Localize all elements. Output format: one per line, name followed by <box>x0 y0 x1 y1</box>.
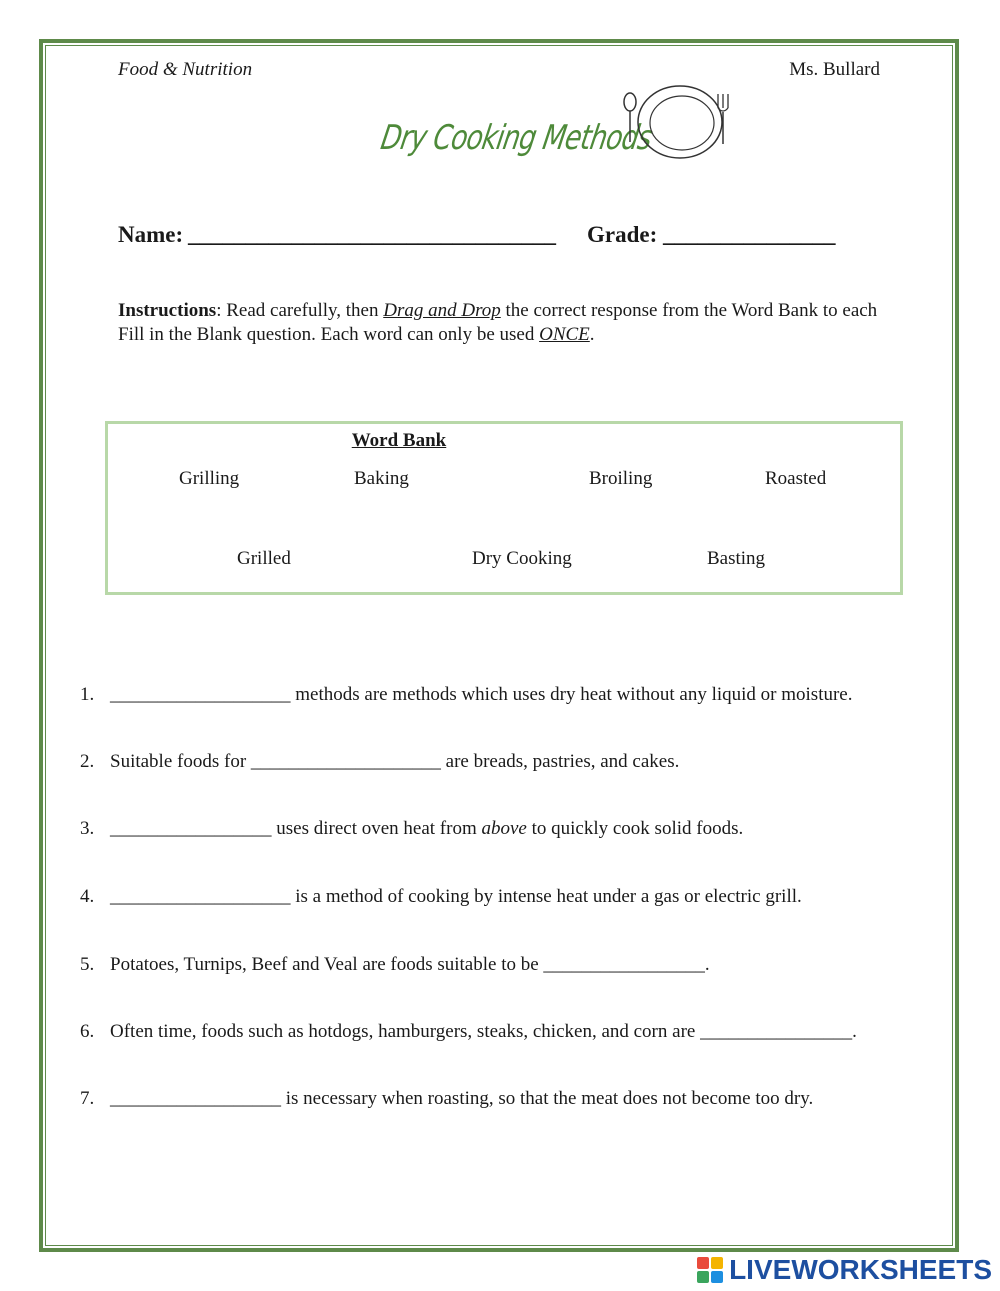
question-number: 4. <box>80 886 95 907</box>
word-bank-item[interactable]: Grilling <box>179 468 240 489</box>
word-bank-item[interactable]: Baking <box>354 468 409 489</box>
instructions: Instructions: Read carefully, then Drag and Drop the correct response from the Word Bank to each Fill in the Blank question. Each word can only be used ONCE. <box>118 300 878 345</box>
question-number: 5. <box>80 954 95 975</box>
instructions-lead: Instructions <box>118 300 217 321</box>
grade-label: Grade: <box>587 222 658 247</box>
logo-square <box>711 1271 723 1283</box>
question-number: 7. <box>80 1088 95 1109</box>
question-2[interactable]: Suitable foods for ____________________ are breads, pastries, and cakes. <box>110 751 680 772</box>
course-name: Food & Nutrition <box>118 59 253 80</box>
grade-field[interactable]: _______________ <box>663 222 836 247</box>
question-4[interactable]: ___________________ is a method of cooking by intense heat under a gas or electric grill. <box>110 886 802 907</box>
question-number: 3. <box>80 818 95 839</box>
question-5[interactable]: Potatoes, Turnips, Beef and Veal are foods suitable to be _________________. <box>110 954 710 975</box>
drag-drop-emphasis: Drag and Drop <box>383 300 501 321</box>
logo-square <box>697 1271 709 1283</box>
teacher-name: Ms. Bullard <box>789 59 880 80</box>
logo-text: LIVEWORKSHEETS <box>729 1254 992 1285</box>
question-number: 2. <box>80 751 95 772</box>
question-3[interactable]: _________________ uses direct oven heat from above to quickly cook solid foods. <box>110 818 744 839</box>
logo-squares-icon <box>697 1257 723 1283</box>
plate-utensils-icon <box>618 82 738 164</box>
question-number: 1. <box>80 684 95 705</box>
word-bank-item[interactable]: Basting <box>707 548 766 569</box>
question-6[interactable]: Often time, foods such as hotdogs, hamburgers, steaks, chicken, and corn are ________________. <box>110 1021 857 1042</box>
word-bank-item[interactable]: Roasted <box>765 468 827 489</box>
question-7[interactable]: __________________ is necessary when roasting, so that the meat does not become too dry. <box>110 1088 814 1109</box>
liveworksheets-logo <box>697 1252 992 1288</box>
once-emphasis: ONCE <box>539 324 590 345</box>
logo-square <box>711 1257 723 1269</box>
word-bank-title: Word Bank <box>351 430 447 451</box>
name-field[interactable]: ________________________________ <box>188 222 556 247</box>
question-number: 6. <box>80 1021 95 1042</box>
word-bank-item[interactable]: Grilled <box>237 548 291 569</box>
worksheet-title: Dry Cooking Methods <box>377 118 655 158</box>
question-1[interactable]: ___________________ methods are methods which uses dry heat without any liquid or moisture. <box>110 684 853 705</box>
word-bank-item[interactable]: Dry Cooking <box>472 548 572 569</box>
logo-square <box>697 1257 709 1269</box>
word-bank-item[interactable]: Broiling <box>589 468 653 489</box>
name-label: Name: <box>118 222 184 247</box>
